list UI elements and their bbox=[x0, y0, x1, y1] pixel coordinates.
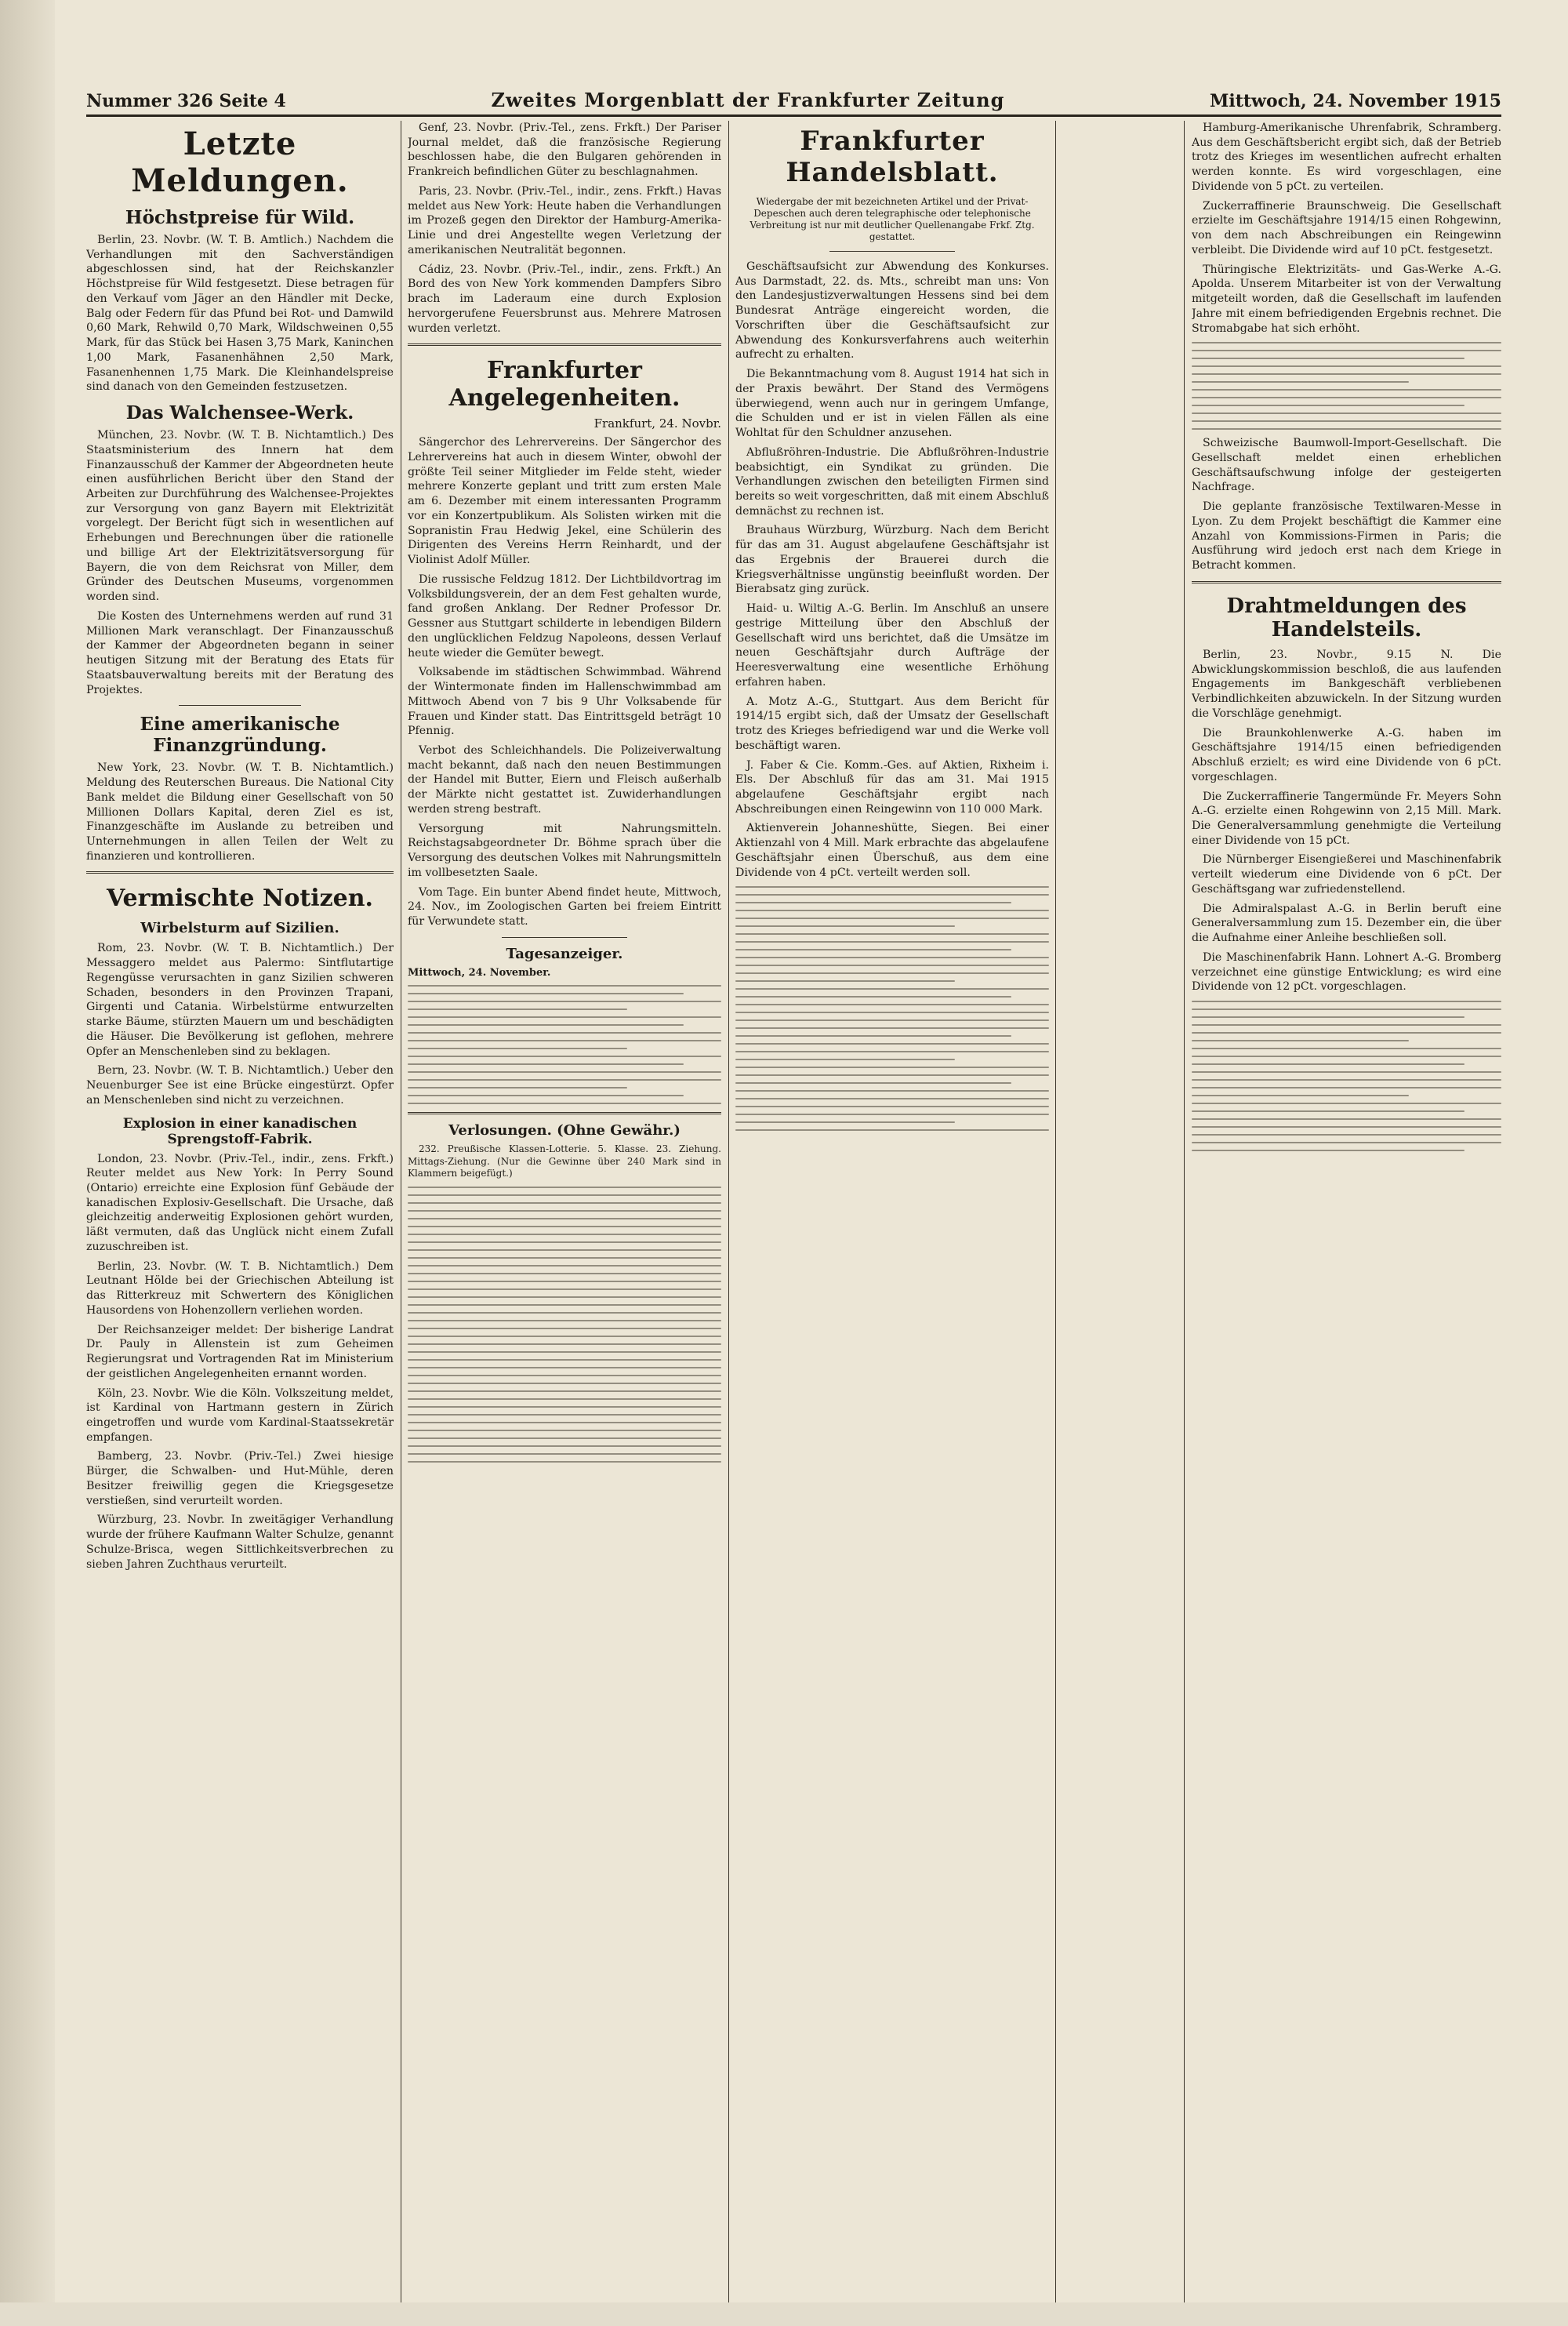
column-rule bbox=[728, 121, 729, 2302]
issue-date: Mittwoch, 24. November 1915 bbox=[1209, 91, 1501, 111]
headline-daily-listings: Tagesanzeiger. bbox=[506, 945, 623, 962]
divider bbox=[829, 251, 955, 252]
divider bbox=[408, 1112, 721, 1114]
article-text: Vom Tage. Ein bunter Abend findet heute, Mittwoch, 24. Nov., im Zoologischen Garten bei freiem Eintritt für Verwundete statt. bbox=[408, 885, 721, 929]
column-latest-news bbox=[86, 121, 394, 2302]
headline-lottery: Verlosungen. (Ohne Gewähr.) bbox=[448, 1121, 681, 1139]
article-text: J. Faber & Cie. Komm.-Ges. auf Aktien, Rixheim i. Els. Der Abschluß für das am 31. Mai 1915 abgelaufene Geschäftsjahr ergibt nach Abschreibungen einen Reingewinn von 110 000 Mark. bbox=[735, 758, 1049, 816]
divider bbox=[179, 705, 302, 706]
article-text: Versorgung mit Nahrungsmitteln. Reichstagsabgeordneter Dr. Böhme sprach über die Versorgung des deutschen Volkes mit Nahrungsmitteln im vollbesetzten Saale. bbox=[408, 822, 721, 879]
column-rule bbox=[1055, 121, 1056, 2302]
headline-sicily-storm: Wirbelsturm auf Sizilien. bbox=[140, 920, 339, 937]
article-continuation bbox=[735, 886, 1049, 1131]
issue-number: Nummer 326 Seite 4 bbox=[86, 91, 286, 111]
article-text: A. Motz A.-G., Stuttgart. Aus dem Bericht für 1914/15 ergibt sich, daß der Umsatz der Gesellschaft trotz des Krieges befriedigend war und die Werke voll beschäftigt waren. bbox=[735, 695, 1049, 752]
article-text: Die Bekanntmachung vom 8. August 1914 hat sich in der Praxis bewährt. Der Stand des Vermögens überwiegend, wenn auch nur in geringem Umfange, die Schulden und er ist in vielen Fällen als eine Wohltat für den Schuldner anzusehen. bbox=[735, 368, 1049, 440]
article-text: Würzburg, 23. Novbr. In zweitägiger Verhandlung wurde der frühere Kaufmann Walter Schulze, genannt Schulze-Brisca, wegen Sittlichkeitsverbrechen zu sieben Jahren Zuchthaus verurteilt. bbox=[86, 1514, 394, 1571]
article-text: Die Kosten des Unternehmens werden auf rund 31 Millionen Mark veranschlagt. Der Finanzausschuß der Kammer der Abgeordneten begann in seiner heutigen Sitzung mit der Beratung des Etats für Staatsbauverwaltung bereits mit der Beratung des Projektes. bbox=[86, 609, 394, 696]
section-title-wire: Drahtmeldungen des Handelsteils. bbox=[1226, 594, 1467, 641]
article-text: Cádiz, 23. Novbr. (Priv.-Tel., indir., zens. Frkft.) An Bord des von New York kommenden Dampfers Sibro brach im Laderaum eine durch Explosion hervorgerufene Feuersbrunst aus. Mehrere Matrosen wurden verletzt. bbox=[408, 263, 721, 335]
article-text: Köln, 23. Novbr. Wie die Köln. Volkszeitung meldet, ist Kardinal von Hartmann gestern in Zürich eingetroffen und wurde vom Kardinal-Staatssekretär empfangen. bbox=[86, 1387, 394, 1444]
page-bottom-edge bbox=[0, 2302, 1568, 2326]
lottery-intro: 232. Preußische Klassen-Lotterie. 5. Klasse. 23. Ziehung. Mittags-Ziehung. (Nur die Gewinne über 240 Mark sind in Klammern beigefügt.) bbox=[408, 1143, 721, 1179]
article-text: London, 23. Novbr. (Priv.-Tel., indir., zens. Frkft.) Reuter meldet aus New York: In Perry Sound (Ontario) erreichte eine Explosion fünf Gebäude der kanadischen Explosiv-Gesellschaft. Die Ursache, daß gleichzeitig anderweitig Explosionen gehört wurden, läßt vermuten, daß das Unglück nicht einem Zufall zuzuschreiben ist. bbox=[86, 1152, 394, 1253]
article-text: Die Braunkohlenwerke A.-G. haben im Geschäftsjahre 1914/15 einen befriedigenden Abschluß erzielt; es wird eine Dividende von 6 pCt. vorgeschlagen. bbox=[1192, 726, 1501, 783]
article-text: Rom, 23. Novbr. (W. T. B. Nichtamtlich.) Der Messaggero meldet aus Palermo: Sintflutartige Regengüsse verursachten in ganz Sizilien schweren Schaden, besonders in den Provinzen Trapani, Girgenti und Catania. Wirbelstürme entwurzelten starke Bäume, stürzten Mauern um und beschädigten die Häuser. Die Bevölkerung ist geflohen, mehrere Opfer an Menschenleben sind zu beklagen. bbox=[86, 942, 394, 1058]
article-text: Sängerchor des Lehrervereins. Der Sängerchor des Lehrervereins hat auch in diesem Winter, obwohl der größte Teil seiner Mitglieder im Felde steht, wieder mehrere Konzerte geplant und tritt zum ersten Male am 6. Dezember mit einem interessanten Programm vor ein Konzertpublikum. Als Solisten wirken mit die Sopranistin Frau Hedwig Jekel, eine Schülerin des Dirigenten des Vereins Herrn Reinhardt, und der Violinist Adolf Müller. bbox=[408, 436, 721, 567]
article-continuation bbox=[1192, 342, 1501, 430]
headline-canada-explosion: Explosion in einer kanadischen Sprengstoff-Fabrik. bbox=[122, 1115, 358, 1147]
article-text: Bamberg, 23. Novbr. (Priv.-Tel.) Zwei hiesige Bürger, die Schwalben- und Hut-Mühle, deren Besitzer freiwillig gegen die Kriegsgesetze verstießen, sind verurteilt worden. bbox=[86, 1450, 394, 1507]
article-text: Berlin, 23. Novbr. (W. T. B. Nichtamtlich.) Dem Leutnant Hölde bei der Griechischen Abteilung ist das Ritterkreuz mit Schwertern des Königlichen Hausordens von Hohenzollern verliehen worden. bbox=[86, 1259, 394, 1317]
article-text: Paris, 23. Novbr. (Priv.-Tel., indir., zens. Frkft.) Havas meldet aus New York: Heute haben die Verhandlungen im Prozeß gegen den Direktor der Hamburg-Amerika-Linie und drei Angestellte wegen Verletzung der amerikanischen Neutralität begonnen. bbox=[408, 184, 721, 256]
divider bbox=[1192, 581, 1501, 583]
column-wire-reports bbox=[1192, 121, 1501, 2302]
article-text: Brauhaus Würzburg, Würzburg. Nach dem Bericht für das am 31. August abgelaufene Geschäftsjahr ist das Ergebnis der Brauerei durch die Kriegsverhältnisse ungünstig beeinflußt worden. Der Bierabsatz ging zurück. bbox=[735, 524, 1049, 596]
divider bbox=[408, 343, 721, 346]
article-continuation bbox=[1192, 1001, 1501, 1151]
article-text: Die Maschinenfabrik Hann. Lohnert A.-G. Bromberg verzeichnet eine günstige Entwicklung; es wird eine Dividende von 12 pCt. vorgeschlagen. bbox=[1192, 950, 1501, 994]
article-text: München, 23. Novbr. (W. T. B. Nichtamtlich.) Des Staatsministerium des Innern hat dem Finanzausschuß der Kammer der Abgeordneten heute einen ausführlichen Bericht über den Stand der Arbeiten zur Durchführung des Walchensee-Projektes zur Versorgung von ganz Bayern mit Elektrizität vorgelegt. Der Bericht fügt sich in wesentlichen auf Erhebungen und Berechnungen über die rationelle und billige Art der Elektrizitätsversorgung für Bayern, die von dem Reichsrat von Miller, dem Gründer des Deutschen Museums, vorgenommen worden sind. bbox=[86, 429, 394, 604]
section-title-business: Frankfurter Handelsblatt. bbox=[786, 125, 999, 188]
article-text: Abflußröhren-Industrie. Die Abflußröhren-Industrie beabsichtigt, ein Syndikat zu gründen. Die Verhandlungen zwischen den beteiligten Firmen sind bereits so weit vorgeschritten, daß mit einem Abschluß demnächst zu rechnen ist. bbox=[735, 445, 1049, 518]
article-text: Hamburg-Amerikanische Uhrenfabrik, Schramberg. Aus dem Geschäftsbericht ergibt sich, daß der Betrieb trotz des Krieges im wesentlichen aufrecht erhalten werden konnte. Es wird vorgeschlagen, eine Dividende von 5 pCt. zu verteilen. bbox=[1192, 122, 1501, 193]
listings-block bbox=[408, 985, 721, 1104]
article-text: Genf, 23. Novbr. (Priv.-Tel., zens. Frkft.) Der Pariser Journal meldet, daß die französische Regierung beschlossen habe, die den Bulgaren gehörenden in Frankreich befindlichen Güter zu beschlagnahmen. bbox=[408, 122, 721, 179]
section-title-latest-news: Letzte Meldungen. bbox=[131, 125, 349, 199]
article-text: Volksabende im städtischen Schwimmbad. Während der Wintermonate finden im Hallenschwimmbad am Mittwoch Abend von 7 bis 9 Uhr Volksabende für Frauen und Kinder statt. Das Eintrittsgeld beträgt 10 Pfennig. bbox=[408, 666, 721, 738]
article-text: Haid- u. Wiltig A.-G. Berlin. Im Anschluß an unsere gestrige Mitteilung über den Abschluß der Gesellschaft wird uns berichtet, daß die Umsätze im neuen Geschäftsjahr durch Aufträge der Heeresverwaltung eine wesentliche Erhöhung erfahren haben. bbox=[735, 602, 1049, 689]
article-text: Aktienverein Johanneshütte, Siegen. Bei einer Aktienzahl von 4 Mill. Mark erbrachte das abgelaufene Geschäftsjahr einen Überschuß, aus dem eine Dividende von 4 pCt. verteilt werden soll. bbox=[735, 822, 1049, 879]
column-business-news bbox=[735, 121, 1049, 2302]
article-text: Thüringische Elektrizitäts- und Gas-Werke A.-G. Apolda. Unserem Mitarbeiter ist von der Verwaltung mitgeteilt worden, daß die Gesellschaft im laufenden Jahre mit einem befriedigenden Ergebnis rechnet. Die Stromabgabe hat sich erhöht. bbox=[1192, 263, 1501, 335]
article-text: Berlin, 23. Novbr. (W. T. B. Amtlich.) Nachdem die Verhandlungen mit den Sachverständigen abgeschlossen sind, hat der Reichskanzler Höchstpreise für Wild festgesetzt. Diese betragen für den Verkauf vom Jäger an den Händler mit Decke, Balg oder Federn für das Pfund bei Rot- und Damwild 0,60 Mark, Rehwild 0,70 Mark, Wildschweinen 0,55 Mark, für das Stück bei Hasen 3,75 Mark, Kaninchen 1,00 Mark, Fasanenhähnen 2,50 Mark, Fasanenhennen 1,75 Mark. Die Kleinhandelspreise sind danach von den Gemeinden festzusetzen. bbox=[86, 234, 394, 394]
binding-spine bbox=[0, 0, 55, 2326]
divider bbox=[86, 871, 394, 874]
section-title-misc: Vermischte Notizen. bbox=[107, 885, 373, 913]
section-title-frankfurt: Frankfurter Angelegenheiten. bbox=[448, 357, 681, 413]
article-text: Die Zuckerraffinerie Tangermünde Fr. Meyers Sohn A.-G. erzielte einen Rohgewinn von 2,15 Mill. Mark. Die Generalversammlung genehmigte die Verteilung einer Dividende von 15 pCt. bbox=[1192, 790, 1501, 847]
masthead: Zweites Morgenblatt der Frankfurter Zeitung bbox=[491, 89, 1005, 111]
page-header bbox=[86, 82, 1501, 117]
column-rule bbox=[1184, 121, 1185, 2302]
article-text: Zuckerraffinerie Braunschweig. Die Gesellschaft erzielte im Geschäftsjahre 1914/15 einen Rohgewinn, von dem nach Abschreibungen ein Reingewinn verbleibt. Die Dividende wird auf 10 pCt. festgesetzt. bbox=[1192, 199, 1501, 256]
column-frankfurt-affairs bbox=[408, 121, 721, 2302]
article-text: Schweizische Baumwoll-Import-Gesellschaft. Die Gesellschaft meldet einen erheblichen Geschäftsaufschwung infolge der gesteigerten Nachfrage. bbox=[1192, 437, 1501, 494]
article-text: Die Nürnberger Eisengießerei und Maschinenfabrik verteilt wiederum eine Dividende von 6 pCt. Der Geschäftsgang war zufriedenstellend. bbox=[1192, 853, 1501, 896]
headline-game-prices: Höchstpreise für Wild. bbox=[125, 207, 355, 228]
headline-walchensee: Das Walchensee-Werk. bbox=[125, 402, 354, 424]
article-text: Berlin, 23. Novbr., 9.15 N. Die Abwicklungskommission beschloß, die aus laufenden Engagements im Bankgeschäft verbliebenen Verbindlichkeiten abzuwickeln. In der Sitzung wurden die Vorschläge genehmigt. bbox=[1192, 648, 1501, 720]
dateline: Frankfurt, 24. Novbr. bbox=[593, 416, 721, 431]
article-text: Verbot des Schleichhandels. Die Polizeiverwaltung macht bekannt, daß nach den neuen Bestimmungen der Handel mit Butter, Eiern und Fleisch außerhalb der Märkte nicht gestattet ist. Zuwiderhandlungen werden streng bestraft. bbox=[408, 743, 721, 816]
headline-american-finance: Eine amerikanische Finanzgründung. bbox=[140, 714, 340, 757]
divider bbox=[502, 937, 627, 938]
reprint-note: Wiedergabe der mit bezeichneten Artikel und der Privat-Depeschen auch deren telegraphische oder telephonische Verbreitung ist nur mit deutlicher Quellenangabe Frkf. Ztg. gestattet. bbox=[750, 196, 1035, 242]
listings-date: Mittwoch, 24. November. bbox=[408, 966, 551, 979]
article-text: Geschäftsaufsicht zur Abwendung des Konkurses. Aus Darmstadt, 22. ds. Mts., schreibt man uns: Von den Landesjustizverwaltungen Hessens sind bei dem Bundesrat Anträge eingereicht worden, die Vorschriften über die Geschäftsaufsicht zur Abwendung des Konkursverfahrens auch weiterhin aufrecht zu erhalten. bbox=[735, 260, 1049, 362]
article-text: Die geplante französische Textilwaren-Messe in Lyon. Zu dem Projekt beschäftigt die Kammer eine Anzahl von Kommissions-Firmen in Paris; die Ausführung wird jedoch erst nach dem Kriege in Betracht kommen. bbox=[1192, 500, 1501, 572]
article-text: Bern, 23. Novbr. (W. T. B. Nichtamtlich.) Ueber den Neuenburger See ist eine Brücke eingestürzt. Opfer an Menschenleben sind nicht zu verzeichnen. bbox=[86, 1064, 394, 1107]
article-text: Der Reichsanzeiger meldet: Der bisherige Landrat Dr. Pauly in Allenstein ist zum Geheimen Regierungsrat und Vortragenden Rat im Ministerium der geistlichen Angelegenheiten ernannt worden. bbox=[86, 1323, 394, 1380]
article-text: New York, 23. Novbr. (W. T. B. Nichtamtlich.) Meldung des Reuterschen Bureaus. Die National City Bank meldet die Bildung einer Gesellschaft von 50 Millionen Dollars Kapital, deren Ziel es ist, Finanzgeschäfte im Auslande zu betreiben und Unternehmungen in allen Teilen der Welt zu finanzieren und kontrollieren. bbox=[86, 761, 394, 863]
article-text: Die Admiralspalast A.-G. in Berlin beruft eine Generalversammlung zum 15. Dezember ein, die über die Aufnahme einer Anleihe beschließen soll. bbox=[1192, 902, 1501, 945]
lottery-number-table bbox=[408, 1187, 721, 1463]
article-text: Die russische Feldzug 1812. Der Lichtbildvortrag im Volksbildungsverein, der an dem Fest gehalten wurde, fand großen Anklang. Der Redner Professor Dr. Gessner aus Stuttgart schilderte in lebendigen Bildern den unglücklichen Feldzug Napoleons, dessen Verlauf heute wieder die Gemüter bewegt. bbox=[408, 572, 721, 660]
